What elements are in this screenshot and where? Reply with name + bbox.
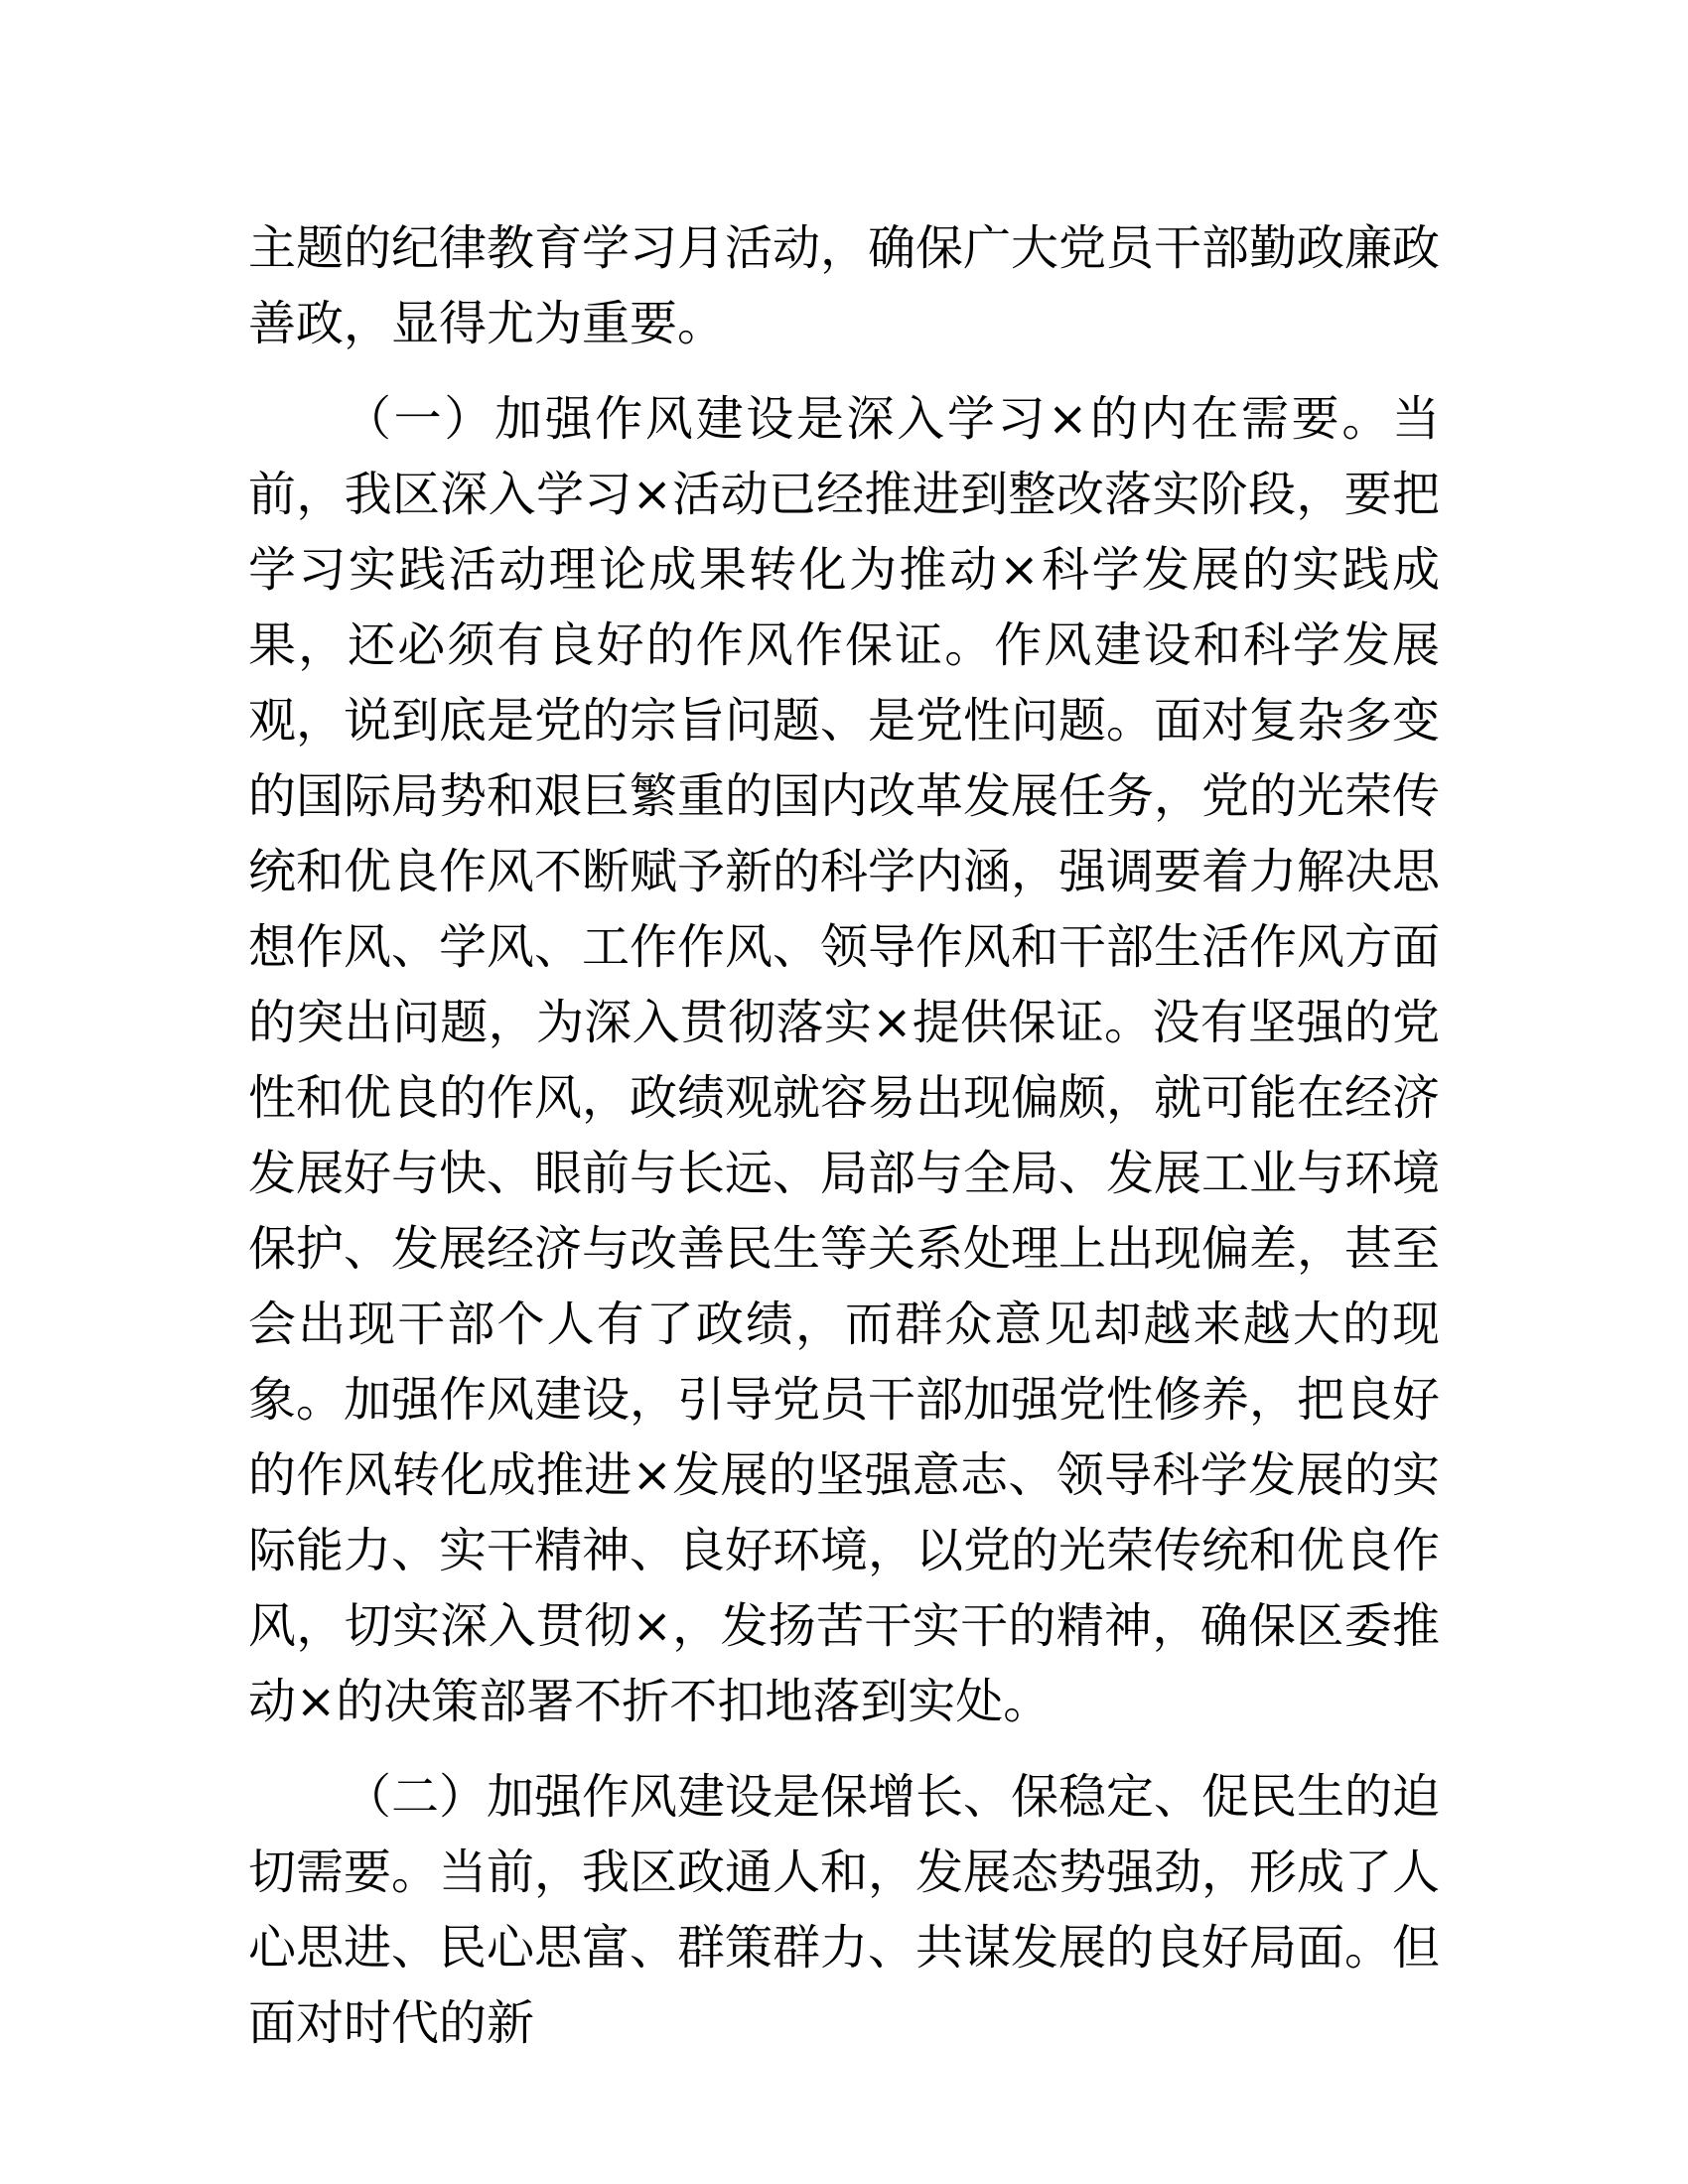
paragraph-section-one: （一）加强作风建设是深入学习×的内在需要。当前，我区深入学习×活动已经推进到整改落实阶段，要把学习实践活动理论成果转化为推动×科学发展的实践成果，还必须有良好的作风作保证。作风建设和科学发展观，说到底是党的宗旨问题、是党性问题。面对复杂多变的国际局势和艰巨繁重的国内改革发展任务，党的光荣传统和优良作风不断赋予新的科学内涵，强调要着力解决思想作风、学风、工作作风、领导作风和干部生活作风方面的突出问题，为深入贯彻落实×提供保证。没有坚强的党性和优良的作风，政绩观就容易出现偏颇，就可能在经济发展好与快、眼前与长远、局部与全局、发展工业与环境保护、发展经济与改善民生等关系处理上出现偏差，甚至会出现干部个人有了政绩，而群众意见却越来越大的现象。加强作风建设，引导党员干部加强党性修养，把良好的作风转化成推进×发展的坚强意志、领导科学发展的实际能力、实干精神、良好环境，以党的光荣传统和优良作风，切实深入贯彻×，发扬苦干实干的精神，确保区委推动×的决策部署不折不扣地落到实处。 xyxy=(248,391,1441,1729)
paragraph-section-two: （二）加强作风建设是保增长、保稳定、促民生的迫切需要。当前，我区政通人和，发展态势强劲，形成了人心思进、民心思富、群策群力、共谋发展的良好局面。但面对时代的新 xyxy=(248,1769,1441,2051)
document-body xyxy=(248,210,1440,2061)
paragraph-continuation: 主题的纪律教育学习月活动，确保广大党员干部勤政廉政善政，显得尤为重要。 xyxy=(248,220,1441,351)
